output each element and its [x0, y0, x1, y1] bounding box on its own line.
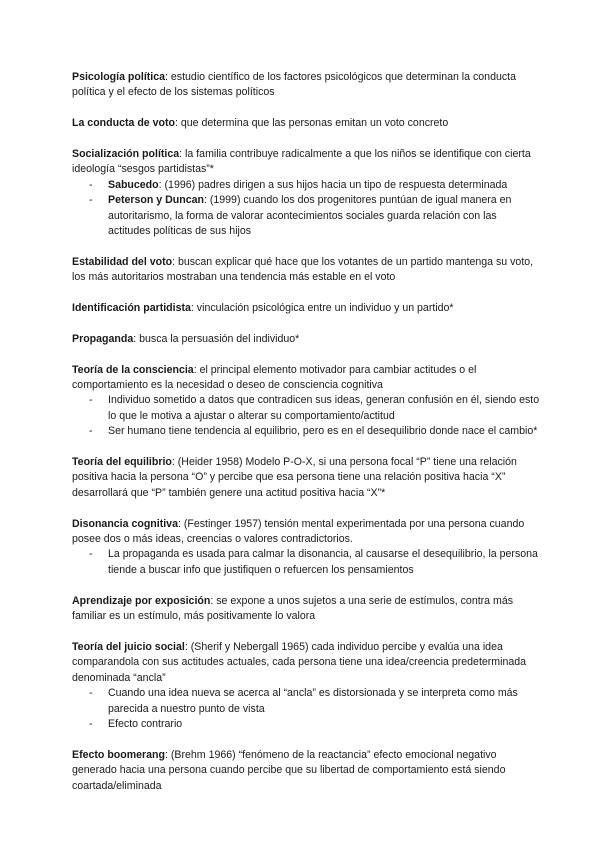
definition: : (Festinger 1957) tensión mental experimentada por una persona cuando posee dos o más ideas, creencias o valores contradictorios. — [72, 517, 525, 546]
term: Propaganda — [72, 332, 134, 345]
section-teoria-equilibrio — [72, 455, 540, 501]
definition: : el principal elemento motivador para cambiar actitudes o el comportamiento es la necesidad o deseo de consciencia cognitiva — [72, 363, 477, 392]
dash-bullet: - — [89, 425, 93, 438]
bullet-list — [72, 547, 540, 578]
paragraph — [72, 640, 540, 686]
list-item — [72, 393, 540, 424]
section-identificacion-partidista — [72, 301, 540, 316]
definition: : busca la persuasión del individuo* — [133, 332, 300, 345]
definition: : (Brehm 1966) “fenómeno de la reactancia” efecto emocional negativo generado hacia una persona cuando percibe que su libertad de comportamiento está siendo coartada/eliminada — [72, 748, 506, 792]
section-aprendizaje-exposicion — [72, 594, 540, 625]
term: Aprendizaje por exposición — [72, 594, 211, 607]
paragraph — [72, 748, 540, 794]
term: Socialización política — [72, 148, 180, 160]
list-item — [72, 178, 540, 193]
item-text: La propaganda es usada para calmar la disonancia, al causarse el desequilibrio, la persona tiende a buscar info que justifiquen o refuercen los pensamientos — [108, 548, 538, 576]
item-text: : (1996) padres dirigen a sus hijos hacia un tipo de respuesta determinada — [158, 178, 508, 191]
dash-bullet: - — [89, 717, 93, 730]
definition: : (Heider 1958) Modelo P-O-X, si una persona focal “P” tiene una relación positiva hacia la persona “O” y percibe que esa persona tiene una relación positiva hacia “X” desarrollará que “P” también genere una actitud positiva hacia “X”* — [72, 456, 517, 499]
paragraph — [72, 255, 540, 286]
term: Psicología política — [72, 71, 166, 83]
bullet-list — [72, 686, 540, 732]
item-term: Peterson y Duncan — [108, 194, 204, 207]
paragraph — [72, 147, 540, 178]
term: Efecto boomerang — [72, 748, 166, 761]
dash-bullet: - — [89, 687, 93, 700]
definition: : vinculación psicológica entre un individuo y un partido* — [190, 302, 454, 315]
paragraph — [72, 332, 540, 347]
list-item — [72, 717, 540, 732]
bullet-list — [72, 178, 540, 240]
list-item — [72, 193, 540, 239]
term: Teoría del equilibrio — [72, 456, 172, 469]
paragraph — [72, 363, 540, 394]
section-disonancia-cognitiva — [72, 517, 540, 579]
paragraph — [72, 301, 540, 316]
item-text: Cuando una idea nueva se acerca al “ancla” es distorsionada y se interpreta como más parecida a nuestro punto de vista — [108, 687, 518, 715]
section-estabilidad-del-voto — [72, 255, 540, 286]
paragraph — [72, 116, 540, 131]
section-propaganda — [72, 332, 540, 347]
paragraph — [72, 517, 540, 548]
term: Estabilidad del voto — [72, 255, 173, 268]
list-item — [72, 547, 540, 578]
definition: : se expone a unos sujetos a una serie de estímulos, contra más familiar es un estímulo, más positivamente lo valora — [72, 594, 514, 623]
term: Teoría del juicio social — [72, 640, 185, 653]
dash-bullet: - — [89, 178, 93, 191]
paragraph — [72, 594, 540, 625]
bullet-list — [72, 393, 540, 439]
paragraph — [72, 455, 540, 501]
term: Disonancia cognitiva — [72, 517, 178, 530]
paragraph — [72, 70, 540, 101]
dash-bullet: - — [89, 394, 93, 407]
section-psicologia-politica — [72, 70, 540, 101]
section-teoria-consciencia — [72, 363, 540, 440]
definition: : (Sherif y Nebergall 1965) cada individuo percibe y evalúa una idea comparandola con sus actitudes actuales, cada persona tiene una idea/creencia predeterminada denominada “ancla” — [72, 640, 527, 684]
item-text: Efecto contrario — [108, 717, 183, 730]
definition: : buscan explicar qué hace que los votantes de un partido mantenga su voto, los más autoritarios mostraban una tendencia más estable en el voto — [72, 255, 534, 284]
definition: : estudio científico de los factores psicológicos que determinan la conducta política y el efecto de los sistemas políticos — [72, 71, 516, 99]
term: Teoría de la consciencia — [72, 363, 194, 376]
item-term: Sabucedo — [108, 178, 159, 191]
definition: : que determina que las personas emitan un voto concreto — [175, 117, 449, 130]
dash-bullet: - — [89, 194, 93, 207]
list-item — [72, 686, 540, 717]
term: La conducta de voto — [72, 117, 176, 130]
item-text: Ser humano tiene tendencia al equilibrio, pero es en el desequilibrio donde nace el cambio* — [108, 425, 538, 438]
item-text: : (1999) cuando los dos progenitores puntúan de igual manera en autoritarismo, la forma de valorar acontecimientos sociales guarda relación con las actitudes políticas de sus hijos — [108, 194, 512, 238]
section-socializacion-politica — [72, 147, 540, 239]
list-item — [72, 424, 540, 439]
section-teoria-juicio-social — [72, 640, 540, 732]
definition: : la familia contribuye radicalmente a que los niños se identifique con cierta ideología “sesgos partidistas”* — [72, 148, 531, 176]
dash-bullet: - — [89, 548, 93, 561]
term: Identificación partidista — [72, 302, 191, 315]
item-text: Individuo sometido a datos que contradicen sus ideas, generan confusión en él, siendo esto lo que le motiva a ajustar o alterar su comportamiento/actitud — [108, 394, 540, 422]
section-efecto-boomerang — [72, 748, 540, 794]
section-conducta-de-voto — [72, 116, 540, 131]
